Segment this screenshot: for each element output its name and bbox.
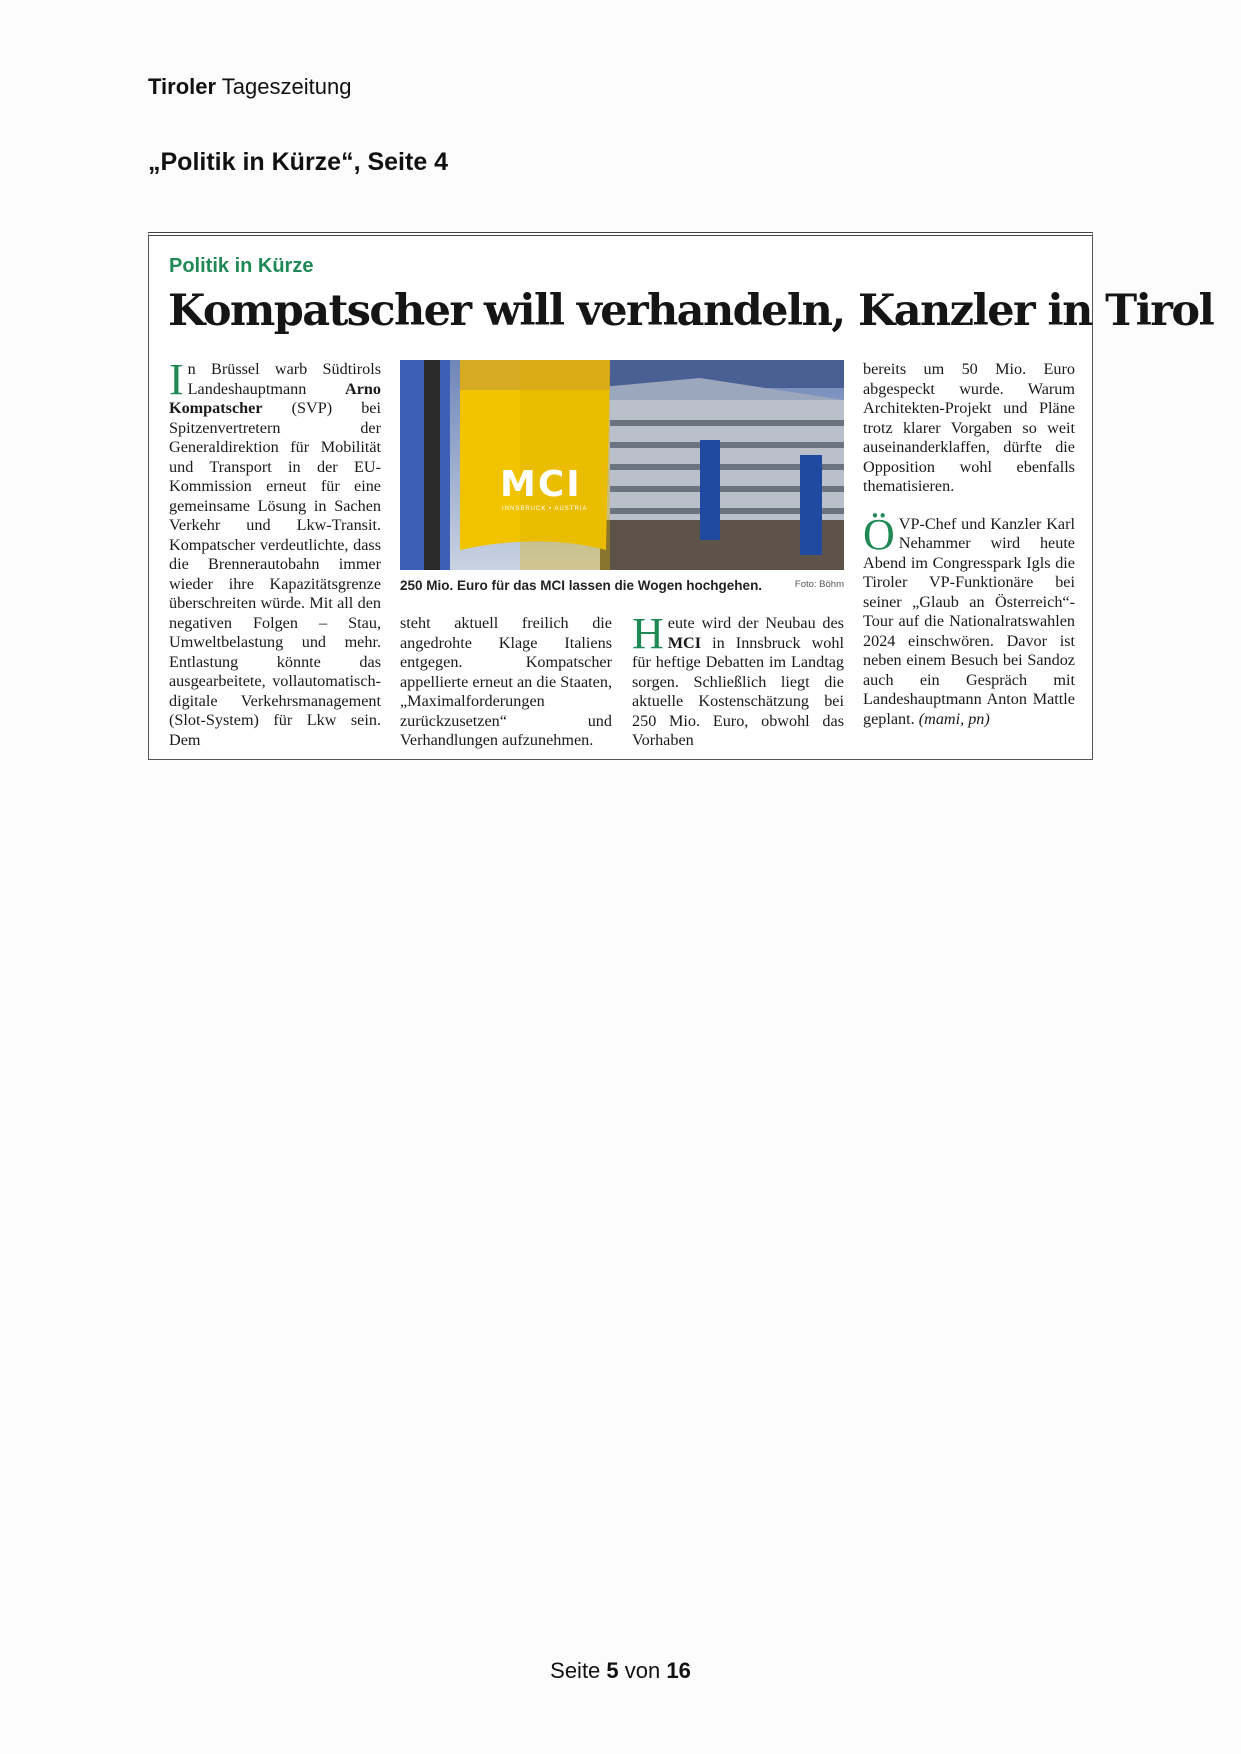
article-clipping [148, 232, 1214, 760]
paragraph-text: in Innsbruck wohl für heftige Debatten im Landtag sorgen. Schließlich liegt die aktuelle Kostenschätzung bei 250 Mio. Euro, obwohl das Vorhaben [632, 633, 844, 749]
paragraph-text: n Brüssel warb Südtirols Landeshauptmann [187, 360, 381, 398]
paragraph-text: VP-Chef und Kanzler Karl Nehammer wird heute Abend im Congresspark Igls die Tiroler VP-Funktionäre bei seiner „Glaub an Österreich“-Tour auf die Nationalratswahlen 2024 einschwören. Davor ist neben einem Besuch bei Sandoz auch ein Gespräch mit Landeshauptmann Anton Mattle geplant. [863, 514, 1075, 728]
current-page: 5 [606, 1658, 619, 1683]
publication-name-rest: Tageszeitung [216, 74, 352, 99]
section-title: „Politik in Kürze“, Seite 4 [148, 148, 449, 176]
drop-cap: Ö [863, 509, 895, 559]
article-column-3 [632, 609, 844, 751]
article-headline: Kompatscher will verhandeln, Kanzler in Tirol [168, 286, 1214, 336]
drop-cap: I [169, 355, 184, 404]
photo-credit: Foto: Böhm [794, 579, 844, 590]
article-column-4 [863, 360, 1075, 729]
mci-building-photo [400, 360, 844, 570]
article-kicker: Politik in Kürze [169, 255, 314, 277]
paragraph-bold-name: MCI [667, 633, 702, 652]
page-prefix: Seite [550, 1658, 607, 1683]
photo-caption [400, 578, 844, 593]
drop-cap: H [632, 609, 664, 658]
paragraph-text: bereits um 50 Mio. Euro abgespeckt wurde. Warum Architekten-Projekt und Pläne trotz klarer Vorgaben so weit auseinanderklaffen, dürfte die Opposition wohl ebenfalls thematisieren. [863, 360, 1075, 495]
paragraph-text: steht aktuell freilich die angedrohte Klage Italiens entgegen. Kompatscher appellierte erneut an die Staaten, „Maximalforderungen zurückzusetzen“ und Verhandlungen aufzunehmen. [400, 614, 612, 749]
publication-name-bold: Tiroler [148, 74, 217, 99]
article-column-1 [169, 355, 381, 750]
publication-name [148, 74, 351, 100]
author-initials: (mami, pn) [918, 709, 990, 728]
mci-logo: MCI [500, 464, 582, 505]
paragraph-bold-name: Arno Kompatscher [169, 379, 381, 417]
article-column-2 [400, 614, 612, 751]
caption-text: 250 Mio. Euro für das MCI lassen die Wogen hochgehen. [400, 578, 763, 593]
mci-logo-subtitle: INNSBRUCK • AUSTRIA [502, 506, 588, 512]
paragraph-text: eute wird der Neubau des [667, 614, 844, 632]
paragraph-text: (SVP) bei Spitzenvertretern der Generaldirektion für Mobilität und Transport in der EU-Kommission erneut für eine gemeinsame Lösung in Sachen Verkehr und Lkw-Transit. Kompatscher verdeutlichte, dass die Brennerautobahn immer wieder ihre Kapazitätsgrenze überschreiten würde. Mit all den negativen Folgen – Stau, Umweltbelastung und mehr. Entlastung könnte das ausgearbeitete, vollautomatisch-digitale Verkehrsmanagement (Slot-System) für Lkw sein. Dem [169, 399, 381, 749]
page-number [0, 1658, 1241, 1684]
total-pages: 16 [666, 1658, 691, 1683]
page-middle: von [618, 1658, 667, 1683]
article-photo [400, 360, 844, 570]
